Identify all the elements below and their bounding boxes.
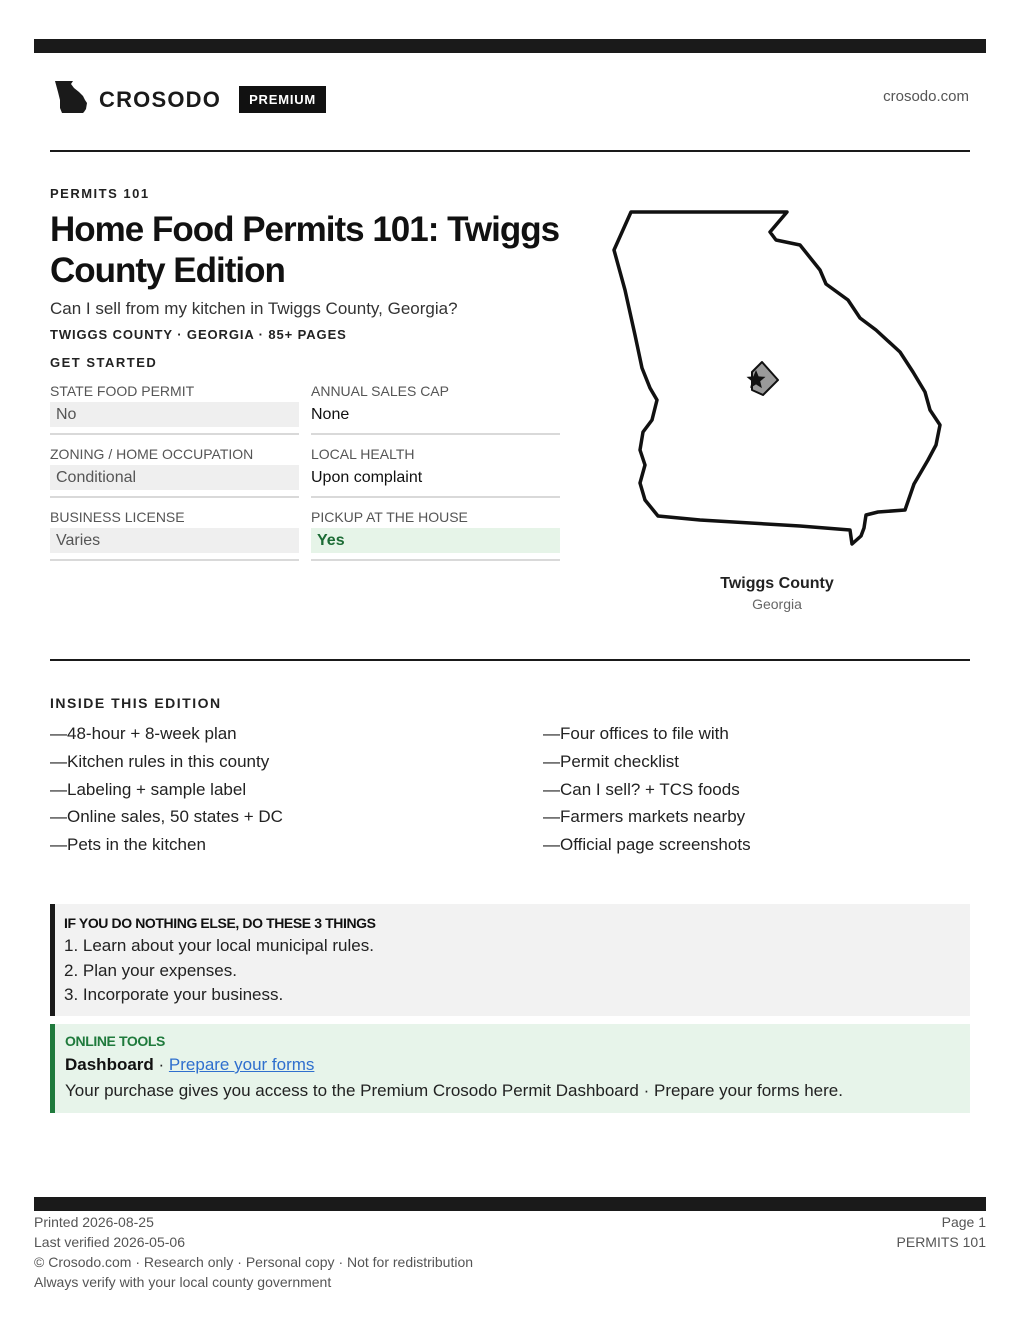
premium-badge: PREMIUM <box>239 86 326 113</box>
field-value: Upon complaint <box>311 469 423 486</box>
edition-meta: TWIGGS COUNTY · GEORGIA · 85+ PAGES <box>50 327 347 342</box>
list-item: —Pets in the kitchen <box>50 835 206 855</box>
list-item: 1. Learn about your local municipal rules. <box>64 936 374 955</box>
list-item: —Four offices to file with <box>543 724 729 743</box>
permit-summary-grid <box>50 380 560 561</box>
field-value: Yes <box>311 528 560 553</box>
field-label: STATE FOOD PERMIT <box>50 383 195 399</box>
list-item: 3. Incorporate your business. <box>64 985 284 1004</box>
callout-title: IF YOU DO NOTHING ELSE, DO THESE 3 THINGS <box>64 915 376 931</box>
tools-description: Your purchase gives you access to the Premium Crosodo Permit Dashboard · Prepare your forms here. <box>65 1081 843 1100</box>
site-url[interactable]: crosodo.com <box>883 88 969 105</box>
disclaimer-note: Always verify with your local county government <box>34 1274 332 1290</box>
footer-section: PERMITS 101 <box>896 1234 986 1250</box>
map-state-label: Georgia <box>752 596 802 612</box>
page-number: Page 1 <box>941 1214 986 1230</box>
georgia-state-silhouette-icon <box>54 80 88 119</box>
field-value: Conditional <box>50 465 299 490</box>
contents-list-left <box>50 720 283 859</box>
separator: · <box>153 1055 169 1074</box>
field-label: PICKUP AT THE HOUSE <box>311 509 468 525</box>
dashboard-label: Dashboard <box>65 1055 154 1074</box>
copyright-note: © Crosodo.com · Research only · Personal copy · Not for redistribution <box>34 1254 474 1270</box>
contents-list-right <box>543 720 751 859</box>
page-title: Home Food Permits 101: Twiggs County Edition <box>50 210 560 290</box>
map-county-label: Twiggs County <box>720 575 834 592</box>
inside-edition-heading: INSIDE THIS EDITION <box>50 695 222 711</box>
field-state-food-permit <box>50 380 299 435</box>
field-zoning-home-occupation <box>50 443 299 498</box>
field-label: ZONING / HOME OCCUPATION <box>50 446 254 462</box>
list-item: —Official page screenshots <box>543 835 751 855</box>
list-item: —Farmers markets nearby <box>543 807 746 827</box>
list-item: —Labeling + sample label <box>50 779 247 799</box>
field-label: BUSINESS LICENSE <box>50 509 185 525</box>
field-annual-sales-cap <box>311 380 560 435</box>
dashboard-line <box>65 1052 970 1078</box>
field-pickup-at-house <box>311 506 560 561</box>
georgia-county-map <box>600 200 950 560</box>
list-item: —Can I sell? + TCS foods <box>543 779 740 799</box>
header-divider <box>50 150 970 152</box>
field-label: ANNUAL SALES CAP <box>311 383 449 399</box>
field-business-license <box>50 506 299 561</box>
prepare-forms-link[interactable]: Prepare your forms <box>168 1055 315 1074</box>
page-subtitle: Can I sell from my kitchen in Twiggs County, Georgia? <box>50 299 458 318</box>
bottom-bar <box>34 1197 986 1211</box>
list-item: —Online sales, 50 states + DC <box>50 807 283 827</box>
brand[interactable] <box>54 80 326 119</box>
priority-list <box>64 934 970 1008</box>
section-divider <box>50 659 970 661</box>
section-kicker: PERMITS 101 <box>50 186 150 201</box>
field-value: No <box>50 402 299 427</box>
footer-left <box>34 1212 473 1292</box>
list-item: —48-hour + 8-week plan <box>50 724 237 743</box>
field-label: LOCAL HEALTH <box>311 446 415 462</box>
online-tools-title: ONLINE TOOLS <box>65 1033 165 1049</box>
field-local-health <box>311 443 560 498</box>
list-item: 2. Plan your expenses. <box>64 960 237 980</box>
field-value: None <box>311 406 350 423</box>
get-started-heading: GET STARTED <box>50 355 158 370</box>
list-item: —Permit checklist <box>543 751 680 771</box>
online-tools-panel <box>50 1024 970 1113</box>
list-item: —Kitchen rules in this county <box>50 751 270 771</box>
verified-date: Last verified 2026-05-06 <box>34 1234 185 1250</box>
printed-date: Printed 2026-08-25 <box>34 1214 154 1230</box>
brand-name: CROSODO <box>99 86 222 112</box>
top-bar <box>34 39 986 53</box>
priority-callout <box>50 904 970 1016</box>
field-value: Varies <box>50 528 299 553</box>
footer-right <box>897 1212 986 1252</box>
